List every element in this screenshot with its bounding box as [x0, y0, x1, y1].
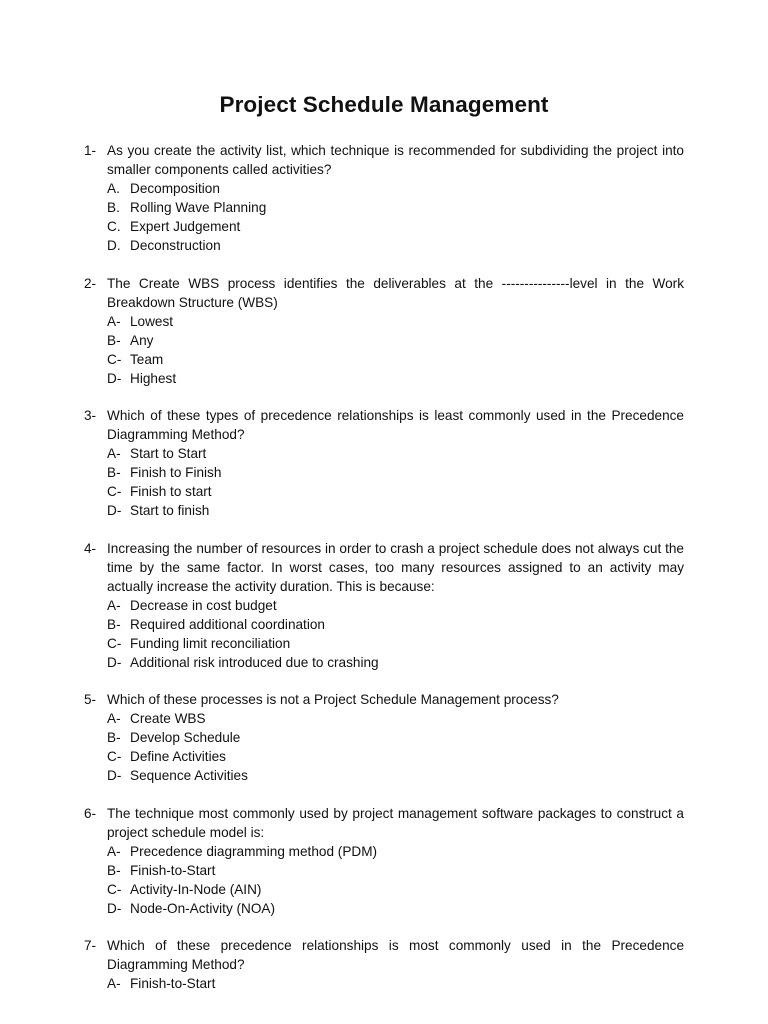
question-stem: [84, 406, 684, 444]
option-letter: B.: [107, 200, 120, 215]
option-text: Create WBS: [130, 711, 206, 726]
question-text: As you create the activity list, which technique is recommended for subdividing the project into smaller components called activities?: [107, 143, 684, 177]
answer-option: [107, 331, 684, 350]
question-number: 1-: [84, 143, 97, 158]
option-letter: B-: [107, 465, 121, 480]
answer-option: [107, 369, 684, 388]
option-text: Define Activities: [130, 749, 226, 764]
option-letter: B-: [107, 332, 121, 348]
option-letter: C.: [107, 219, 121, 234]
answer-option: [107, 766, 684, 785]
question-number: 5-: [84, 692, 97, 707]
question-4: [84, 539, 684, 672]
option-letter: D.: [107, 238, 121, 253]
option-text: Develop Schedule: [130, 730, 241, 745]
answer-option: [107, 634, 684, 653]
option-letter: A-: [107, 843, 121, 859]
answer-option: [107, 179, 684, 198]
answer-option: [107, 880, 684, 899]
question-stem: [84, 274, 684, 312]
answer-option: [107, 747, 684, 766]
answer-option: [107, 350, 684, 369]
option-letter: A-: [107, 446, 121, 461]
option-text: Additional risk introduced due to crashing: [130, 654, 379, 670]
answer-option: [107, 728, 684, 747]
question-7: [84, 936, 684, 993]
option-letter: D-: [107, 900, 122, 916]
option-text: Sequence Activities: [130, 768, 248, 783]
option-text: Finish to start: [130, 484, 212, 499]
option-text: Team: [130, 351, 164, 367]
page-title: Project Schedule Management: [219, 92, 549, 117]
option-text: Node-On-Activity (NOA): [130, 900, 276, 916]
option-letter: C-: [107, 351, 122, 367]
answer-option: [107, 899, 684, 918]
question-text: The technique most commonly used by project management software packages to construct a project schedule model is:: [107, 805, 684, 840]
option-text: Highest: [130, 370, 177, 386]
question-number: 4-: [84, 540, 97, 556]
question-5: [84, 690, 684, 785]
option-text: Decomposition: [130, 181, 220, 196]
option-letter: C-: [107, 484, 122, 499]
answer-option: [107, 236, 684, 255]
answer-option: [107, 444, 684, 463]
answer-options: [107, 974, 684, 993]
option-letter: C-: [107, 749, 122, 764]
option-letter: D-: [107, 768, 122, 783]
question-text: Increasing the number of resources in order to crash a project schedule does not always cut the time by the same factor. In worst cases, too many resources assigned to an activity may actually increase the activity duration. This is because:: [107, 540, 684, 594]
question-stem: [84, 936, 684, 974]
option-text: Start to finish: [130, 503, 210, 518]
answer-option: [107, 709, 684, 728]
question-number: 7-: [84, 938, 97, 953]
answer-option: [107, 312, 684, 331]
option-text: Finish-to-Start: [130, 862, 216, 878]
question-6: [84, 804, 684, 918]
question-list: [84, 141, 684, 1012]
answer-option: [107, 217, 684, 236]
question-stem: [84, 804, 684, 842]
answer-options: [107, 842, 684, 918]
answer-option: [107, 974, 684, 993]
question-text: Which of these processes is not a Project Schedule Management process?: [107, 692, 559, 707]
question-text: Which of these types of precedence relationships is least commonly used in the Precedence Diagramming Method?: [107, 408, 684, 442]
question-stem: [84, 539, 684, 596]
option-text: Finish to Finish: [130, 465, 222, 480]
option-text: Start to Start: [130, 446, 207, 461]
question-number: 2-: [84, 275, 97, 291]
answer-options: [107, 312, 684, 388]
answer-option: [107, 463, 684, 482]
answer-option: [107, 842, 684, 861]
option-letter: D-: [107, 654, 122, 670]
option-letter: A.: [107, 181, 120, 196]
option-letter: C-: [107, 635, 122, 651]
option-text: Lowest: [130, 313, 174, 329]
answer-option: [107, 596, 684, 615]
option-letter: A-: [107, 313, 121, 329]
question-text: Which of these precedence relationships is most commonly used in the Precedence Diagramming Method?: [107, 938, 684, 972]
option-letter: A-: [107, 976, 121, 991]
option-letter: B-: [107, 616, 121, 632]
answer-options: [107, 444, 684, 520]
option-text: Expert Judgement: [130, 219, 241, 234]
option-letter: A-: [107, 711, 121, 726]
question-3: [84, 406, 684, 520]
answer-options: [107, 596, 684, 672]
option-letter: A-: [107, 597, 121, 613]
option-text: Precedence diagramming method (PDM): [130, 843, 378, 859]
answer-option: [107, 653, 684, 672]
option-text: Any: [130, 332, 154, 348]
question-stem: [84, 141, 684, 179]
answer-options: [107, 179, 684, 255]
answer-option: [107, 861, 684, 880]
option-letter: D-: [107, 370, 122, 386]
answer-option: [107, 615, 684, 634]
answer-options: [107, 709, 684, 785]
option-letter: B-: [107, 862, 121, 878]
question-stem: [84, 690, 684, 709]
question-text: The Create WBS process identifies the deliverables at the ---------------level in the Work Breakdown Structure (WBS): [107, 275, 684, 310]
option-text: Required additional coordination: [130, 616, 325, 632]
answer-option: [107, 198, 684, 217]
option-text: Finish-to-Start: [130, 976, 216, 991]
question-1: [84, 141, 684, 255]
option-text: Activity-In-Node (AIN): [130, 881, 262, 897]
question-2: [84, 274, 684, 388]
option-letter: D-: [107, 503, 122, 518]
answer-option: [107, 501, 684, 520]
option-letter: B-: [107, 730, 121, 745]
option-text: Deconstruction: [130, 238, 221, 253]
option-text: Rolling Wave Planning: [130, 200, 267, 215]
option-text: Decrease in cost budget: [130, 597, 277, 613]
option-text: Funding limit reconciliation: [130, 635, 291, 651]
option-letter: C-: [107, 881, 122, 897]
question-number: 6-: [84, 805, 97, 821]
answer-option: [107, 482, 684, 501]
question-number: 3-: [84, 408, 97, 423]
